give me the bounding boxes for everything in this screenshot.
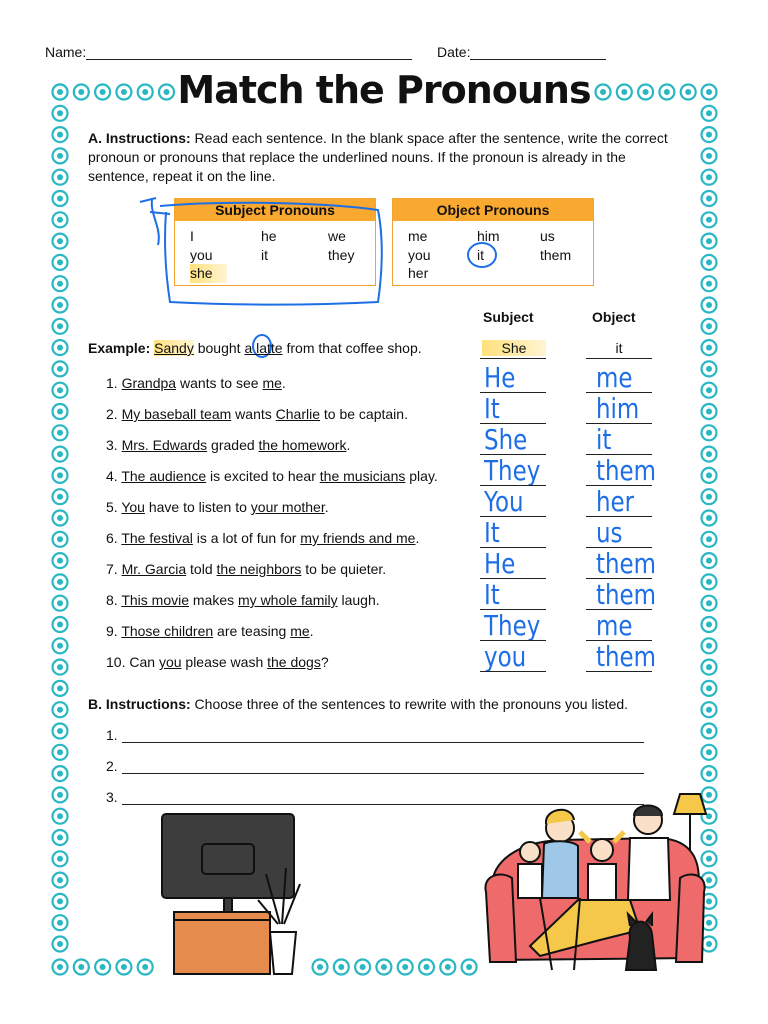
object-pronouns-title: Object Pronouns [393,199,593,221]
family-couch-illustration [480,780,710,980]
tv-illustration [158,812,308,982]
handwritten-object-answer[interactable]: them [596,640,657,673]
handwritten-object-answer[interactable]: her [596,485,635,518]
sentence-text: have to listen to [144,499,251,515]
handwritten-subject-answer[interactable]: She [484,423,528,456]
handwritten-subject-answer[interactable]: It [484,516,500,549]
underlined-noun: me [290,623,310,639]
handwritten-subject-answer[interactable]: It [484,578,500,611]
sentence-row [106,592,380,608]
sentence-row [106,406,408,422]
object-pronoun: it [477,246,484,263]
rewrite-number: 3. [106,789,118,805]
handwritten-object-answer[interactable]: them [596,547,657,580]
date-label: Date: [437,44,471,60]
section-a-text: Read each sentence. In the blank space after the sentence, write the correct pronoun or pronouns that replace the underlined nouns. If the pronoun is already in the sentence, repeat it on the line. [88,130,668,184]
name-label: Name: [45,44,87,60]
sentence-text: wants to see [176,375,263,391]
underlined-noun: You [121,499,145,515]
underlined-noun: you [158,654,182,670]
handwritten-subject-answer[interactable]: They [484,609,541,642]
underlined-noun: My baseball team [121,406,232,422]
underlined-noun: This movie [121,592,189,608]
sentence-text: makes [189,592,239,608]
underlined-noun: Mrs. Edwards [121,437,208,453]
example-lead: Example: [88,340,151,356]
subject-pronoun: it [261,246,268,263]
sentence-text: please wash [181,654,268,670]
object-pronoun: them [540,246,572,263]
sentence-text: 2. [106,406,122,422]
subject-answer-line [480,671,546,672]
underlined-noun: the dogs [267,654,321,670]
sentence-row [106,437,350,453]
underlined-noun: the musicians [319,468,406,484]
example-subject-answer: She [482,340,546,356]
section-b-text: Choose three of the sentences to rewrite with the pronouns you listed. [190,696,629,712]
handwritten-object-answer[interactable]: them [596,578,657,611]
example-word: a latte [244,340,283,356]
handwritten-object-answer[interactable]: me [596,609,633,642]
sentence-text: 4. [106,468,122,484]
tv-stand [174,912,270,974]
underlined-noun: Those children [121,623,214,639]
page-title: Match the Pronouns [177,68,591,112]
example-word: bought [193,340,245,356]
sentence-text: 9. [106,623,122,639]
handwritten-object-answer[interactable]: us [596,516,623,549]
sentence-row [106,468,438,484]
tv-screen [162,814,294,898]
sentence-text: is excited to hear [206,468,320,484]
lamp [674,794,706,814]
subject-pronoun: he [261,228,277,244]
subject-pronoun: I [190,228,194,244]
example-word: Sandy [154,340,194,356]
sentence-text: wants [231,406,276,422]
sentence-text: are teasing [213,623,291,639]
section-a-lead: A. Instructions: [88,130,191,146]
sentence-row [106,561,386,577]
underlined-noun: your mother [250,499,325,515]
subject-pronoun: we [328,228,346,244]
sentence-text: 1. [106,375,122,391]
rewrite-number: 2. [106,758,118,774]
rewrite-blank[interactable] [122,728,644,743]
underlined-noun: the homework [258,437,347,453]
sentence-text: . [324,499,329,515]
handwritten-subject-answer[interactable]: He [484,361,516,394]
rewrite-blank[interactable] [122,759,644,774]
example-object-line [586,358,652,359]
sentence-text: told [186,561,217,577]
underlined-noun: my whole family [238,592,338,608]
underlined-noun: the neighbors [216,561,302,577]
handwritten-subject-answer[interactable]: you [484,640,527,673]
sentence-row [106,530,419,546]
sentence-text: to be captain. [320,406,408,422]
handwritten-object-answer[interactable]: me [596,361,633,394]
sentence-text: graded [207,437,259,453]
ink-circle-it [468,243,496,267]
subject-pronouns-title: Subject Pronouns [175,199,375,221]
girl-head [591,839,613,861]
example-subject-line [480,358,546,359]
sentence-text: laugh. [337,592,380,608]
sentence-text: to be quieter. [301,561,387,577]
object-answer-line [586,671,652,672]
rewrite-line-2[interactable] [106,758,644,774]
underlined-noun: The audience [121,468,207,484]
underlined-noun: The festival [121,530,193,546]
rewrite-line-1[interactable] [106,727,644,743]
handwritten-subject-answer[interactable]: They [484,454,541,487]
sentence-text: 8. [106,592,122,608]
section-b-instructions [88,695,688,714]
cat [626,922,656,970]
object-pronoun: her [408,265,429,281]
sentence-text: play. [405,468,438,484]
example-object-answer: it [615,340,623,356]
boy-head [520,842,540,862]
subject-pronoun: she [190,264,227,283]
underlined-noun: Mr. Garcia [121,561,187,577]
sentence-text: . [281,375,286,391]
sentence-text: ? [320,654,329,670]
plant-pot [270,932,296,974]
object-pronoun: us [540,228,555,244]
sentence-text: . [415,530,420,546]
handwritten-subject-answer[interactable]: He [484,547,516,580]
sentence-row [106,623,314,639]
object-column-header: Object [592,309,636,325]
handwritten-object-answer[interactable]: them [596,454,657,487]
sentence-text: 3. [106,437,122,453]
sentence-text: is a lot of fun for [192,530,301,546]
sentence-row [106,375,286,391]
handwritten-subject-answer[interactable]: You [484,485,524,518]
example-sentence [88,340,422,356]
object-pronoun: you [408,246,431,263]
subject-column-header: Subject [483,309,534,325]
subject-pronoun: you [190,246,213,263]
underlined-noun: me [262,375,282,391]
rewrite-number: 1. [106,727,118,743]
object-pronoun: him [477,228,500,244]
handwritten-object-answer[interactable]: it [596,423,612,456]
sentence-row [106,499,329,515]
sentence-text: 10. Can [106,654,159,670]
sentence-row [106,654,329,670]
underlined-noun: my friends and me [300,530,416,546]
sentence-text: 5. [106,499,122,515]
handwritten-object-answer[interactable]: him [596,392,640,425]
underlined-noun: Charlie [275,406,321,422]
sentence-text: 7. [106,561,122,577]
sentence-text: 6. [106,530,122,546]
subject-pronoun: they [328,246,355,263]
example-word: from that coffee shop. [282,340,422,356]
section-b-lead: B. Instructions: [88,696,191,712]
underlined-noun: Grandpa [121,375,177,391]
sentence-text: . [346,437,351,453]
ink-box-around-subject [160,203,382,305]
sentence-text: . [309,623,314,639]
object-pronoun: me [408,228,428,244]
handwritten-subject-answer[interactable]: It [484,392,500,425]
